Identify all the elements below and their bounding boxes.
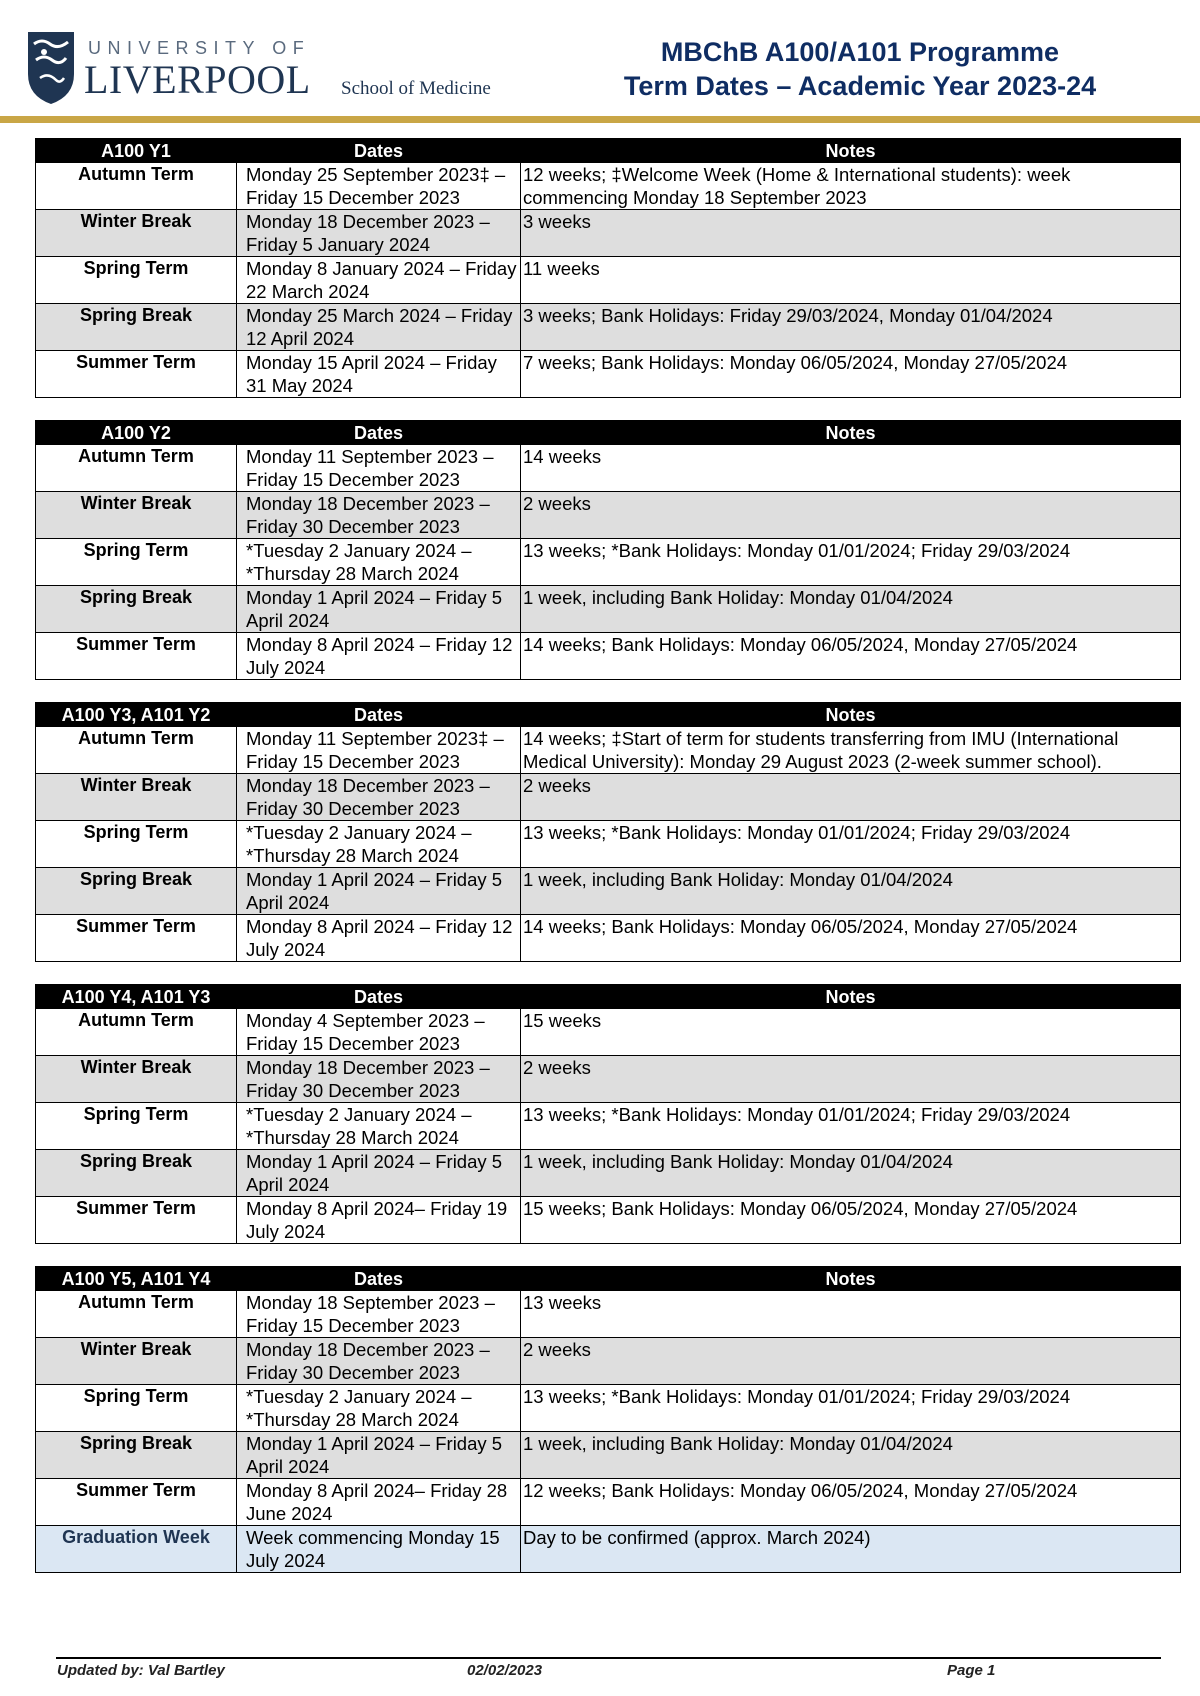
- term-label: Spring Break: [36, 304, 237, 351]
- term-notes: 1 week, including Bank Holiday: Monday 01/04/2024: [521, 1432, 1181, 1479]
- table-row: [36, 774, 1181, 821]
- term-table: [35, 702, 1181, 962]
- term-dates: Monday 25 March 2024 – Friday 12 April 2024: [237, 304, 521, 351]
- table-row: [36, 1197, 1181, 1244]
- cohort-heading: A100 Y1: [36, 139, 237, 163]
- footer-updated-by: Updated by: Val Bartley: [57, 1662, 225, 1679]
- term-notes: 13 weeks; *Bank Holidays: Monday 01/01/2024; Friday 29/03/2024: [521, 1103, 1181, 1150]
- term-dates: Monday 8 April 2024– Friday 19 July 2024: [237, 1197, 521, 1244]
- term-label: Spring Term: [36, 257, 237, 304]
- term-notes: 12 weeks; Bank Holidays: Monday 06/05/2024, Monday 27/05/2024: [521, 1479, 1181, 1526]
- term-dates: *Tuesday 2 January 2024 – *Thursday 28 March 2024: [237, 1103, 521, 1150]
- term-label: Winter Break: [36, 774, 237, 821]
- table-header-row: [36, 1267, 1181, 1291]
- term-label: Winter Break: [36, 1056, 237, 1103]
- table-row: [36, 1150, 1181, 1197]
- term-dates: Monday 15 April 2024 – Friday 31 May 2024: [237, 351, 521, 398]
- term-dates: Monday 18 December 2023 – Friday 30 December 2023: [237, 492, 521, 539]
- table-row: [36, 1338, 1181, 1385]
- table-row: [36, 163, 1181, 210]
- table-row: [36, 1291, 1181, 1338]
- term-dates: Monday 1 April 2024 – Friday 5 April 2024: [237, 1150, 521, 1197]
- table-row: [36, 210, 1181, 257]
- cohort-heading: A100 Y2: [36, 421, 237, 445]
- table-row: [36, 1103, 1181, 1150]
- term-label: Spring Break: [36, 1432, 237, 1479]
- term-dates: Monday 8 April 2024 – Friday 12 July 2024: [237, 915, 521, 962]
- term-notes: 13 weeks; *Bank Holidays: Monday 01/01/2024; Friday 29/03/2024: [521, 821, 1181, 868]
- term-notes: 13 weeks: [521, 1291, 1181, 1338]
- term-label: Graduation Week: [36, 1526, 237, 1573]
- term-dates: *Tuesday 2 January 2024 – *Thursday 28 March 2024: [237, 821, 521, 868]
- footer-date: 02/02/2023: [467, 1662, 543, 1679]
- term-dates: Monday 4 September 2023 – Friday 15 December 2023: [237, 1009, 521, 1056]
- table-row: [36, 727, 1181, 774]
- page-header: [0, 0, 1200, 124]
- table-row: [36, 586, 1181, 633]
- term-notes: 15 weeks; Bank Holidays: Monday 06/05/2024, Monday 27/05/2024: [521, 1197, 1181, 1244]
- term-dates: Monday 8 January 2024 – Friday 22 March 2024: [237, 257, 521, 304]
- table-row: [36, 445, 1181, 492]
- term-notes: 12 weeks; ‡Welcome Week (Home & International students): week commencing Monday 18 September 2023: [521, 163, 1181, 210]
- dates-column-header: Dates: [237, 985, 521, 1009]
- term-dates: Monday 8 April 2024– Friday 28 June 2024: [237, 1479, 521, 1526]
- table-row: [36, 821, 1181, 868]
- notes-column-header: Notes: [521, 1267, 1181, 1291]
- term-notes: 1 week, including Bank Holiday: Monday 01/04/2024: [521, 1150, 1181, 1197]
- notes-column-header: Notes: [521, 703, 1181, 727]
- term-notes: 13 weeks; *Bank Holidays: Monday 01/01/2024; Friday 29/03/2024: [521, 1385, 1181, 1432]
- table-header-row: [36, 139, 1181, 163]
- footer-page-number: Page 1: [947, 1662, 996, 1679]
- term-notes: 14 weeks; Bank Holidays: Monday 06/05/2024, Monday 27/05/2024: [521, 633, 1181, 680]
- term-dates: Monday 11 September 2023‡ – Friday 15 December 2023: [237, 727, 521, 774]
- dates-column-header: Dates: [237, 703, 521, 727]
- term-label: Winter Break: [36, 492, 237, 539]
- term-dates: Monday 18 December 2023 – Friday 5 January 2024: [237, 210, 521, 257]
- table-row: [36, 915, 1181, 962]
- term-label: Spring Break: [36, 586, 237, 633]
- table-header-row: [36, 421, 1181, 445]
- term-notes: 2 weeks: [521, 492, 1181, 539]
- term-table: [35, 984, 1181, 1244]
- table-row: [36, 1009, 1181, 1056]
- university-crest-icon: [26, 30, 76, 106]
- term-notes: 2 weeks: [521, 1056, 1181, 1103]
- term-label: Summer Term: [36, 1479, 237, 1526]
- university-name-top: UNIVERSITY OF: [88, 38, 311, 58]
- term-notes: 1 week, including Bank Holiday: Monday 01/04/2024: [521, 586, 1181, 633]
- term-label: Spring Term: [36, 1103, 237, 1150]
- term-label: Winter Break: [36, 210, 237, 257]
- term-label: Spring Break: [36, 1150, 237, 1197]
- term-dates: Monday 18 December 2023 – Friday 30 December 2023: [237, 1056, 521, 1103]
- term-notes: 14 weeks; ‡Start of term for students transferring from IMU (International Medical University): Monday 29 August 2023 (2-week summer school).: [521, 727, 1181, 774]
- term-dates: Week commencing Monday 15 July 2024: [237, 1526, 521, 1573]
- table-row: [36, 1385, 1181, 1432]
- term-dates: *Tuesday 2 January 2024 – *Thursday 28 March 2024: [237, 539, 521, 586]
- term-table: [35, 138, 1181, 398]
- page-subtitle: Term Dates – Academic Year 2023-24: [623, 71, 1097, 101]
- term-notes: 14 weeks; Bank Holidays: Monday 06/05/2024, Monday 27/05/2024: [521, 915, 1181, 962]
- header-divider: [0, 116, 1200, 123]
- table-row: [36, 304, 1181, 351]
- term-dates: *Tuesday 2 January 2024 – *Thursday 28 March 2024: [237, 1385, 521, 1432]
- page-title: MBChB A100/A101 Programme: [660, 37, 1060, 67]
- term-table: [35, 1266, 1181, 1573]
- table-row: [36, 351, 1181, 398]
- table-row: [36, 257, 1181, 304]
- term-dates: Monday 8 April 2024 – Friday 12 July 2024: [237, 633, 521, 680]
- dates-column-header: Dates: [237, 1267, 521, 1291]
- term-dates: Monday 11 September 2023 – Friday 15 December 2023: [237, 445, 521, 492]
- term-dates: Monday 18 September 2023 – Friday 15 December 2023: [237, 1291, 521, 1338]
- term-dates: Monday 1 April 2024 – Friday 5 April 2024: [237, 1432, 521, 1479]
- term-label: Autumn Term: [36, 163, 237, 210]
- term-notes: 14 weeks: [521, 445, 1181, 492]
- dates-column-header: Dates: [237, 421, 521, 445]
- term-label: Autumn Term: [36, 727, 237, 774]
- term-notes: 3 weeks; Bank Holidays: Friday 29/03/2024, Monday 01/04/2024: [521, 304, 1181, 351]
- table-row: [36, 1479, 1181, 1526]
- cohort-heading: A100 Y4, A101 Y3: [36, 985, 237, 1009]
- term-dates: Monday 1 April 2024 – Friday 5 April 2024: [237, 586, 521, 633]
- term-label: Spring Term: [36, 1385, 237, 1432]
- term-label: Summer Term: [36, 1197, 237, 1244]
- cohort-heading: A100 Y5, A101 Y4: [36, 1267, 237, 1291]
- table-row: [36, 539, 1181, 586]
- term-label: Spring Term: [36, 821, 237, 868]
- term-label: Spring Term: [36, 539, 237, 586]
- table-row: [36, 633, 1181, 680]
- term-dates: Monday 18 December 2023 – Friday 30 December 2023: [237, 1338, 521, 1385]
- term-label: Autumn Term: [36, 1009, 237, 1056]
- term-notes: 13 weeks; *Bank Holidays: Monday 01/01/2024; Friday 29/03/2024: [521, 539, 1181, 586]
- term-notes: 2 weeks: [521, 1338, 1181, 1385]
- term-label: Summer Term: [36, 351, 237, 398]
- term-notes: 1 week, including Bank Holiday: Monday 01/04/2024: [521, 868, 1181, 915]
- table-row: [36, 1526, 1181, 1573]
- term-dates: Monday 25 September 2023‡ – Friday 15 December 2023: [237, 163, 521, 210]
- table-header-row: [36, 703, 1181, 727]
- term-label: Winter Break: [36, 1338, 237, 1385]
- table-row: [36, 1056, 1181, 1103]
- notes-column-header: Notes: [521, 985, 1181, 1009]
- table-row: [36, 1432, 1181, 1479]
- term-label: Summer Term: [36, 915, 237, 962]
- term-notes: 2 weeks: [521, 774, 1181, 821]
- term-notes: 15 weeks: [521, 1009, 1181, 1056]
- term-notes: Day to be confirmed (approx. March 2024): [521, 1526, 1181, 1573]
- notes-column-header: Notes: [521, 421, 1181, 445]
- school-name: School of Medicine: [341, 78, 491, 99]
- term-label: Autumn Term: [36, 1291, 237, 1338]
- cohort-heading: A100 Y3, A101 Y2: [36, 703, 237, 727]
- dates-column-header: Dates: [237, 139, 521, 163]
- term-notes: 11 weeks: [521, 257, 1181, 304]
- term-label: Autumn Term: [36, 445, 237, 492]
- term-tables: [35, 138, 1180, 1595]
- term-label: Summer Term: [36, 633, 237, 680]
- table-row: [36, 492, 1181, 539]
- term-label: Spring Break: [36, 868, 237, 915]
- footer-divider: [56, 1657, 1161, 1659]
- table-header-row: [36, 985, 1181, 1009]
- term-dates: Monday 18 December 2023 – Friday 30 December 2023: [237, 774, 521, 821]
- term-notes: 3 weeks: [521, 210, 1181, 257]
- term-notes: 7 weeks; Bank Holidays: Monday 06/05/2024, Monday 27/05/2024: [521, 351, 1181, 398]
- table-row: [36, 868, 1181, 915]
- university-name-main: LIVERPOOL: [84, 57, 311, 102]
- notes-column-header: Notes: [521, 139, 1181, 163]
- term-dates: Monday 1 April 2024 – Friday 5 April 2024: [237, 868, 521, 915]
- term-table: [35, 420, 1181, 680]
